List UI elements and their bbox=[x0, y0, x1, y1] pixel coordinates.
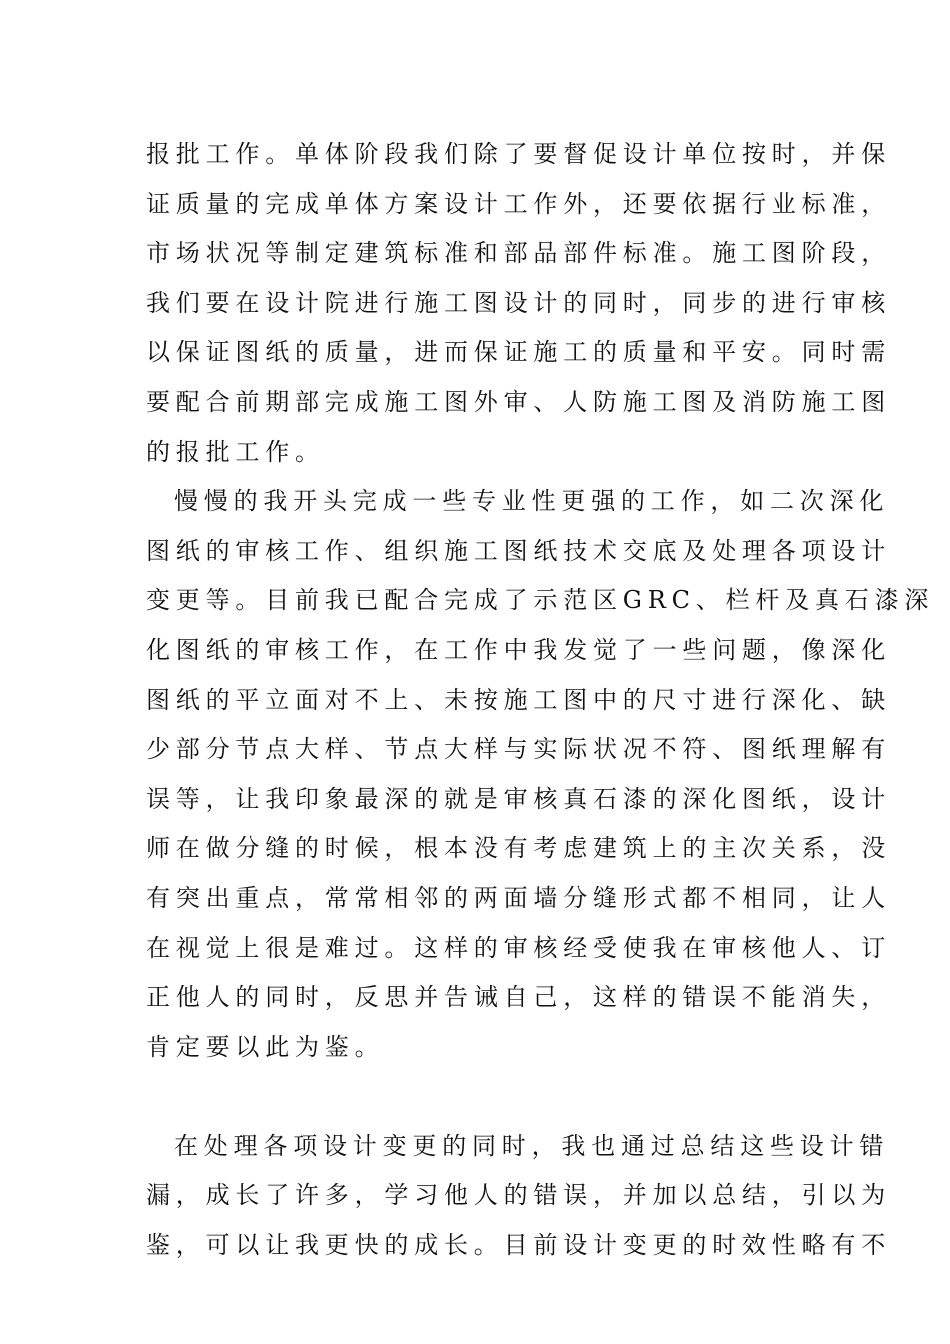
text-line: 肯定要以此为鉴。 bbox=[146, 1032, 385, 1061]
text-line: 正他人的同时，反思并告诫自己，这样的错误不能消失， bbox=[146, 983, 891, 1012]
text-line: 证质量的完成单体方案设计工作外，还要依据行业标准， bbox=[146, 189, 891, 218]
text-line: 化图纸的审核工作，在工作中我发觉了一些问题，像深化 bbox=[146, 635, 891, 664]
text-line: 要配合前期部完成施工图外审、人防施工图及消防施工图 bbox=[146, 387, 891, 416]
document-body bbox=[146, 130, 935, 1271]
text-line bbox=[146, 1072, 806, 1122]
text-line: 误等，让我印象最深的就是审核真石漆的深化图纸，设计 bbox=[146, 784, 891, 813]
text-line: 鉴，可以让我更快的成长。目前设计变更的时效性略有不 bbox=[146, 1231, 891, 1260]
paragraph-2 bbox=[146, 477, 935, 1122]
text-line: 变更等。目前我已配合完成了示范区GRC、栏杆及真石漆深 bbox=[146, 586, 935, 615]
text-line: 有突出重点，常常相邻的两面墙分缝形式都不相同，让人 bbox=[146, 883, 891, 912]
text-line: 在处理各项设计变更的同时，我也通过总结这些设计错 bbox=[174, 1131, 890, 1160]
text-line: 的报批工作。 bbox=[146, 437, 325, 466]
text-line: 漏，成长了许多，学习他人的错误，并加以总结，引以为 bbox=[146, 1181, 891, 1210]
text-line: 我们要在设计院进行施工图设计的同时，同步的进行审核 bbox=[146, 288, 891, 317]
text-line: 少部分节点大样、节点大样与实际状况不符、图纸理解有 bbox=[146, 735, 891, 764]
paragraph-3 bbox=[146, 1122, 891, 1271]
text-line: 师在做分缝的时候，根本没有考虑建筑上的主次关系，没 bbox=[146, 834, 891, 863]
text-line: 慢慢的我开头完成一些专业性更强的工作，如二次深化 bbox=[174, 487, 890, 516]
text-line: 图纸的审核工作、组织施工图纸技术交底及处理各项设计 bbox=[146, 536, 891, 565]
text-line: 报批工作。单体阶段我们除了要督促设计单位按时，并保 bbox=[146, 140, 891, 168]
paragraph-1 bbox=[146, 130, 891, 477]
text-line: 以保证图纸的质量，进而保证施工的质量和平安。同时需 bbox=[146, 338, 891, 367]
text-line: 图纸的平立面对不上、未按施工图中的尺寸进行深化、缺 bbox=[146, 685, 891, 714]
text-line: 在视觉上很是难过。这样的审核经受使我在审核他人、订 bbox=[146, 933, 891, 962]
text-line: 市场状况等制定建筑标准和部品部件标准。施工图阶段， bbox=[146, 239, 891, 268]
